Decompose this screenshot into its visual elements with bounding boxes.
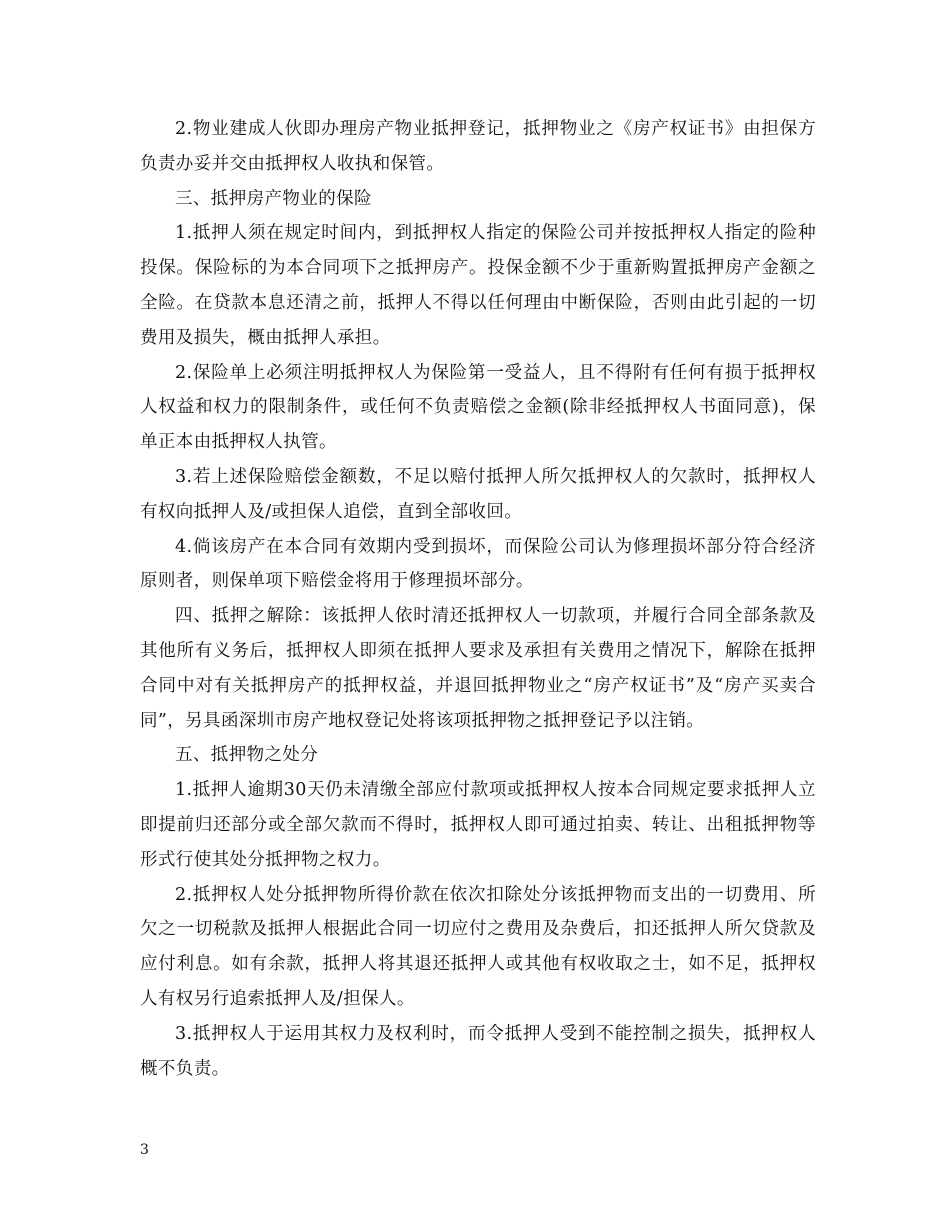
paragraph-mortgage-release: 四、抵押之解除：该抵押人依时清还抵押权人一切款项，并履行合同全部条款及其他所有义务后，抵押权人即须在抵押人要求及承担有关费用之情况下，解除在抵押合同中对有关抵押房产的抵押权益，并退回抵押物业之“房产权证书”及“房产买卖合同”，另具函深圳市房产地权登记处将该项抵押物之抵押登记予以注销。 <box>140 606 816 731</box>
paragraph-insurance-1: 1.抵押人须在规定时间内，到抵押权人指定的保险公司并按抵押权人指定的险种投保。保险标的为本合同项下之抵押房产。投保金额不少于重新购置抵押房产金额之全险。在贷款本息还清之前，抵押人不得以任何理由中断保险，否则由此引起的一切费用及损失，概由抵押人承担。 <box>140 223 816 348</box>
document-body <box>140 112 816 1086</box>
paragraph-insurance-3: 3.若上述保险赔偿金额数，不足以赔付抵押人所欠抵押权人的欠款时，抵押权人有权向抵押人及/或担保人追偿，直到全部收回。 <box>140 466 816 522</box>
paragraph-registration: 2.物业建成人伙即办理房产物业抵押登记，抵押物业之《房产权证书》由担保方负责办妥并交由抵押权人收执和保管。 <box>140 119 816 174</box>
page-number: 3 <box>140 1142 149 1158</box>
paragraph-disposal-1: 1.抵押人逾期30天仍未清缴全部应付款项或抵押权人按本合同规定要求抵押人立即提前归还部分或全部欠款而不得时，抵押权人即可通过拍卖、转让、出租抵押物等形式行使其处分抵押物之权力。 <box>140 780 816 870</box>
heading-disposal: 五、抵押物之处分 <box>175 745 319 766</box>
paragraph-disposal-3: 3.抵押权人于运用其权力及权利时，而令抵押人受到不能控制之损失，抵押权人概不负责。 <box>140 1023 816 1079</box>
paragraph-insurance-2: 2.保险单上必须注明抵押权人为保险第一受益人，且不得附有任何有损于抵押权人权益和权力的限制条件，或任何不负责赔偿之金额(除非经抵押权人书面同意)，保单正本由抵押权人执管。 <box>140 362 816 453</box>
heading-insurance: 三、抵押房产物业的保险 <box>175 188 372 209</box>
paragraph-disposal-2: 2.抵押权人处分抵押物所得价款在依次扣除处分该抵押物而支出的一切费用、所欠之一切税款及抵押人根据此合同一切应付之费用及杂费后，扣还抵押人所欠贷款及应付利息。如有余款，抵押人将其退还抵押人或其他有权收取之士，如不足，抵押权人有权另行追索抵押人及/担保人。 <box>140 884 816 1009</box>
paragraph-insurance-4: 4.倘该房产在本合同有效期内受到损坏，而保险公司认为修理损坏部分符合经济原则者，则保单项下赔偿金将用于修理损坏部分。 <box>140 536 816 592</box>
